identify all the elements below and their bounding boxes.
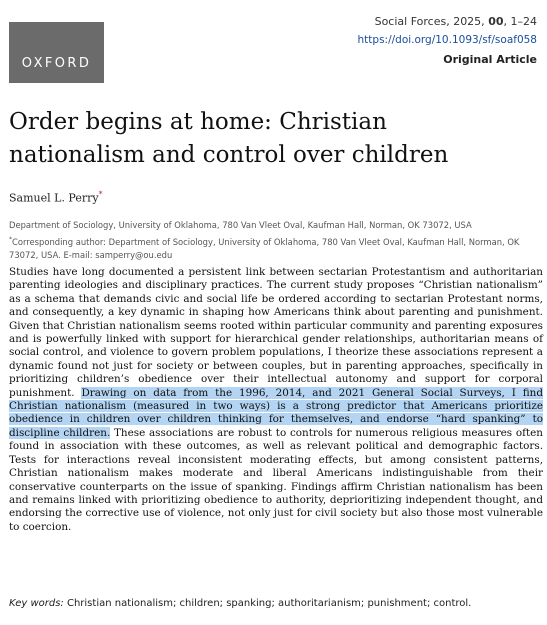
article-meta bbox=[358, 12, 537, 69]
keywords bbox=[9, 598, 539, 609]
affiliation-department: Department of Sociology, University of Oklahoma, 780 Van Vleet Oval, Kaufman Hall, Norman, OK 73072, USA bbox=[9, 220, 472, 230]
author-marker: * bbox=[98, 190, 103, 199]
abstract-text-before: Studies have long documented a persistent link between sectarian Protestantism and authoritarian parenting ideologies and disciplinary practices. The current study proposes “Christian nationalism” as a schema that demands civic and social life be ordered according to sectarian Protestant norms, and consequently, a key dynamic in shaping how Americans think about parenting and punishment. Given that Christian nationalism seems rooted within particular community and parenting exposures and is powerfully linked with support for hierarchical gender relationships, authoritarian means of social control, and violence to govern problem populations, I theorize these associations represent a dynamic found not just for society or between couples, but in parenting approaches, specifically in prioritizing children’s obedience over their intellectual autonomy and support for corporal punishment. bbox=[9, 266, 543, 399]
abstract-highlighted-text[interactable]: Drawing on data from the 1996, 2014, and 2021 General Social Surveys, I find Christian nationalism (measured in two ways) is a strong predictor that Americans prioritize obedience in children over children thinking for themselves, and endorse “hard spanking” to discipline children. bbox=[9, 386, 543, 439]
corresponding-marker: * bbox=[9, 235, 12, 243]
author-name[interactable]: Samuel L. Perry bbox=[9, 191, 99, 205]
journal-volume: 00 bbox=[488, 15, 504, 28]
article-title: Order begins at home: Christian nationalism and control over children bbox=[9, 109, 449, 168]
publisher-logo-text: OXFORD bbox=[21, 56, 92, 71]
corresponding-author bbox=[9, 233, 529, 263]
corresponding-author-text: Corresponding author: Department of Sociology, University of Oklahoma, 780 Van Vleet Oval, Kaufman Hall, Norman, OK 73072, USA. E-mail: samperry@ou.edu bbox=[9, 236, 520, 260]
journal-citation bbox=[358, 12, 537, 31]
affiliations bbox=[9, 219, 529, 262]
abstract bbox=[9, 266, 543, 534]
journal-pages: , 1–24 bbox=[503, 15, 537, 28]
publisher-logo bbox=[9, 22, 104, 83]
keywords-label: Key words: bbox=[9, 598, 64, 609]
journal-name: Social Forces, 2025, bbox=[374, 15, 485, 28]
abstract-text-after: These associations are robust to controls for numerous religious measures often found in association with these outcomes, as well as relevant political and demographic factors. Tests for interactions reveal inconsistent moderating effects, but among consistent patterns, Christian nationalism makes moderate and liberal Americans indistinguishable from their conservative counterparts on the issue of spanking. Findings affirm Christian nationalism has been and remains linked with prioritizing obedience to authority, deprioritizing independent thought, and endorsing the corrective use of violence, not only just for civil society but also those most vulnerable to coercion. bbox=[9, 426, 543, 533]
author-line bbox=[9, 190, 103, 205]
keywords-list: Christian nationalism; children; spanking; authoritarianism; punishment; control. bbox=[63, 598, 472, 609]
doi-link[interactable]: https://doi.org/10.1093/sf/soaf058 bbox=[357, 34, 537, 46]
article-type: Original Article bbox=[443, 53, 537, 66]
